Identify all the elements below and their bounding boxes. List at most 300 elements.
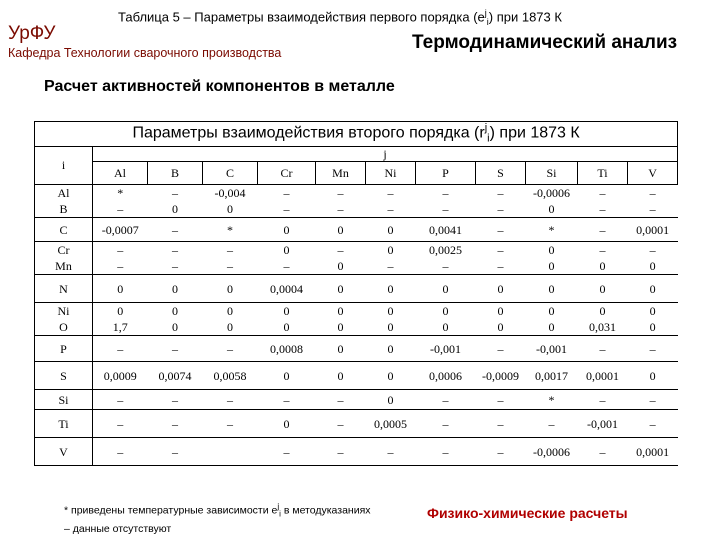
table-cell <box>258 362 316 390</box>
table-cell <box>203 185 258 218</box>
cell-value: 0,0025 <box>429 243 462 257</box>
table-cell <box>578 242 628 275</box>
cell-value: 0 <box>649 259 656 273</box>
table-cell <box>366 275 416 303</box>
cell-value: 0 <box>283 416 290 431</box>
table-cell <box>526 390 578 410</box>
table-cell <box>148 438 203 466</box>
cell-value: – <box>172 259 178 273</box>
row-label: V <box>59 444 68 459</box>
cell-value: 0 <box>172 320 178 334</box>
cell-value: – <box>497 186 504 200</box>
table-row <box>35 336 678 362</box>
cell-value: 0 <box>227 320 233 334</box>
table-cell <box>366 362 416 390</box>
row-label: S <box>60 368 67 383</box>
table-cell <box>258 410 316 438</box>
row-label: Mn <box>55 259 72 273</box>
cell-value: 0 <box>387 304 394 318</box>
cell-value: 0,0001 <box>586 368 619 383</box>
table-cell <box>93 362 148 390</box>
cell-value: 0 <box>387 392 394 407</box>
row-label: N <box>59 281 68 296</box>
cell-value: 0 <box>548 243 555 257</box>
table-cell <box>578 303 628 336</box>
row-header <box>35 185 93 218</box>
table-cell <box>526 303 578 336</box>
table-cell <box>416 185 476 218</box>
table-cell <box>476 362 526 390</box>
table-cell <box>93 303 148 336</box>
cell-value: 0 <box>548 259 555 273</box>
cell-value: – <box>497 243 504 257</box>
table-cell <box>416 390 476 410</box>
row-header <box>35 336 93 362</box>
cell-value: – <box>649 243 656 257</box>
cell-value: 0 <box>442 304 449 318</box>
cell-value: * <box>548 222 555 237</box>
cell-value: 0 <box>387 368 394 383</box>
cell-value: 0,0009 <box>103 368 137 383</box>
table-cell <box>526 242 578 275</box>
table-cell <box>203 275 258 303</box>
table-cell <box>526 185 578 218</box>
table-cell <box>628 275 678 303</box>
cell-value: -0,001 <box>430 341 461 356</box>
cell-value: 0 <box>649 368 656 383</box>
cell-value: 0 <box>548 202 555 216</box>
table-row <box>35 242 678 275</box>
table-cell <box>258 185 316 218</box>
table-cell <box>526 362 578 390</box>
cell-value: – <box>172 222 178 237</box>
cell-value: – <box>283 202 290 216</box>
cell-value: -0,0006 <box>533 444 570 459</box>
table-cell <box>578 185 628 218</box>
i-axis-label: i <box>35 147 93 185</box>
table-cell <box>476 390 526 410</box>
table-cell <box>628 390 678 410</box>
table-cell <box>316 242 366 275</box>
cell-value: 0,031 <box>589 320 616 334</box>
table-row <box>35 390 678 410</box>
cell-value: -0,0009 <box>482 368 519 383</box>
cell-value: – <box>283 186 290 200</box>
table-cell <box>203 362 258 390</box>
table-row <box>35 362 678 390</box>
table-cell <box>93 218 148 242</box>
table-row <box>35 438 678 466</box>
column-header: S <box>476 162 526 185</box>
table-cell <box>316 410 366 438</box>
table-cell <box>258 275 316 303</box>
cell-value: – <box>497 392 504 407</box>
table-cell <box>628 410 678 438</box>
cell-value: 0 <box>497 281 504 296</box>
table-cell <box>476 410 526 438</box>
cell-value: 0 <box>387 222 394 237</box>
row-header <box>35 410 93 438</box>
table-cell <box>628 438 678 466</box>
table-cell <box>258 242 316 275</box>
cell-value: – <box>227 243 233 257</box>
cell-value: – <box>227 259 233 273</box>
cell-value: 0 <box>117 281 124 296</box>
org-name: УрФУ <box>8 23 56 44</box>
table-cell <box>366 410 416 438</box>
cell-value: – <box>283 444 290 459</box>
table-cell <box>148 336 203 362</box>
row-label: Ti <box>58 416 69 431</box>
table-cell <box>476 185 526 218</box>
cell-value: 0,0008 <box>270 341 303 356</box>
cell-value: – <box>117 202 124 216</box>
table-row <box>35 185 678 218</box>
cell-value: 0 <box>283 368 290 383</box>
table-cell <box>148 303 203 336</box>
cell-value: – <box>387 186 394 200</box>
column-header: Cr <box>258 162 316 185</box>
table-cell <box>628 303 678 336</box>
table-cell <box>578 275 628 303</box>
cell-value: – <box>172 341 178 356</box>
row-header <box>35 218 93 242</box>
row-label: O <box>59 320 68 334</box>
cell-value: – <box>497 202 504 216</box>
cell-value: – <box>442 202 449 216</box>
cell-value: – <box>172 416 178 431</box>
table-cell <box>148 362 203 390</box>
table-cell <box>476 218 526 242</box>
cell-value: 0,0017 <box>535 368 568 383</box>
footnote-line-2: – данные отсутствуют <box>64 522 172 535</box>
table-cell <box>416 218 476 242</box>
cell-value: 0,0041 <box>429 222 462 237</box>
table-cell <box>203 390 258 410</box>
cell-value: 0 <box>442 320 449 334</box>
table-cell <box>203 303 258 336</box>
cell-value: 0 <box>649 281 656 296</box>
table-cell <box>578 390 628 410</box>
column-header: Al <box>93 162 148 185</box>
cell-value: 0 <box>283 222 290 237</box>
cell-value: – <box>497 416 504 431</box>
table-cell <box>93 336 148 362</box>
cell-value: 0 <box>387 281 394 296</box>
cell-value: 0,0006 <box>429 368 462 383</box>
cell-value: 0 <box>172 202 178 216</box>
table-cell <box>416 336 476 362</box>
cell-value: 0 <box>548 320 555 334</box>
table-cell <box>526 410 578 438</box>
table-cell <box>578 410 628 438</box>
row-label: Cr <box>57 243 70 257</box>
table-cell <box>476 275 526 303</box>
table-cell <box>203 438 258 466</box>
cell-value: – <box>649 416 656 431</box>
table-cell <box>578 438 628 466</box>
table-row <box>35 410 678 438</box>
cell-value: -0,0007 <box>101 222 139 237</box>
cell-value: 0 <box>387 320 394 334</box>
table-cell <box>93 242 148 275</box>
cell-value: 0 <box>548 304 555 318</box>
table-cell <box>93 438 148 466</box>
table-cell <box>628 242 678 275</box>
table-cell <box>628 185 678 218</box>
slide-heading: Расчет активностей компонентов в металле <box>44 78 395 95</box>
table-row <box>35 303 678 336</box>
column-header: Si <box>526 162 578 185</box>
cell-value: – <box>442 392 449 407</box>
cell-value: 0 <box>337 368 344 383</box>
table-cell <box>148 185 203 218</box>
table-cell <box>316 362 366 390</box>
table-cell <box>628 218 678 242</box>
cell-value: 0 <box>172 304 178 318</box>
section-title: Термодинамический анализ <box>412 32 678 53</box>
cell-value: 0 <box>337 281 344 296</box>
table-cell <box>316 438 366 466</box>
footnote-line-1: * приведены температурные зависимости $e^j_i$ в методуказаниях <box>64 502 371 519</box>
cell-value: 0 <box>497 304 504 318</box>
cell-value: – <box>283 392 290 407</box>
footnote <box>64 500 371 536</box>
column-header: C <box>203 162 258 185</box>
row-header <box>35 242 93 275</box>
cell-value: 0 <box>227 304 233 318</box>
table-cell <box>316 336 366 362</box>
cell-value: 0 <box>599 259 606 273</box>
row-header <box>35 390 93 410</box>
cell-value: – <box>172 243 178 257</box>
table-cell <box>628 336 678 362</box>
table-cell <box>316 390 366 410</box>
table-caption-first-order: Таблица 5 – Параметры взаимодействия первого порядка $(e^j_i)$ при 1873 К <box>118 8 562 27</box>
cell-value: 0 <box>337 259 344 273</box>
cell-value: 0 <box>283 304 290 318</box>
table-cell <box>316 275 366 303</box>
cell-value: 0 <box>172 281 178 296</box>
cell-value: 0 <box>649 320 656 334</box>
cell-value: – <box>117 259 124 273</box>
table-cell <box>476 438 526 466</box>
row-label: Si <box>58 392 69 407</box>
table-cell <box>366 218 416 242</box>
cell-value: – <box>548 416 555 431</box>
cell-value: – <box>117 243 124 257</box>
table-cell <box>148 218 203 242</box>
cell-value: 0 <box>599 281 606 296</box>
cell-value: 0 <box>283 243 290 257</box>
cell-value: – <box>117 392 124 407</box>
cell-value: 0,0058 <box>213 368 247 383</box>
cell-value: 0 <box>337 320 344 334</box>
row-header <box>35 362 93 390</box>
cell-value: 0 <box>649 304 656 318</box>
cell-value: – <box>599 186 606 200</box>
table-cell <box>416 242 476 275</box>
cell-value: – <box>117 444 124 459</box>
table-cell <box>316 303 366 336</box>
cell-value: -0,001 <box>536 341 567 356</box>
cell-value: – <box>649 392 656 407</box>
table-cell <box>366 185 416 218</box>
cell-value: 0 <box>337 222 344 237</box>
cell-value: 0 <box>387 341 394 356</box>
interaction-parameters-table <box>34 121 678 466</box>
cell-value: – <box>227 416 233 431</box>
cell-value: – <box>442 416 449 431</box>
table-cell <box>316 185 366 218</box>
j-axis-label: j <box>93 147 678 162</box>
column-header: V <box>628 162 678 185</box>
cell-value: – <box>442 259 449 273</box>
cell-value: – <box>337 392 344 407</box>
cell-value: 0 <box>497 320 504 334</box>
cell-value: – <box>283 259 290 273</box>
table-cell <box>578 362 628 390</box>
row-header <box>35 438 93 466</box>
cell-value: – <box>337 416 344 431</box>
table-cell <box>366 438 416 466</box>
cell-value: – <box>599 444 606 459</box>
table-cell <box>526 438 578 466</box>
table-cell <box>366 242 416 275</box>
table-cell <box>366 390 416 410</box>
table-cell <box>93 390 148 410</box>
row-label: B <box>59 202 68 216</box>
cell-value: – <box>172 186 178 200</box>
cell-value: 0 <box>283 320 290 334</box>
cell-value: – <box>442 444 449 459</box>
table-cell <box>578 218 628 242</box>
cell-value: – <box>337 444 344 459</box>
cell-value: 0 <box>227 281 233 296</box>
table-cell <box>416 438 476 466</box>
cell-value: – <box>649 341 656 356</box>
column-header: Ni <box>366 162 416 185</box>
table-cell <box>416 275 476 303</box>
column-header: Ti <box>578 162 628 185</box>
table-cell <box>476 303 526 336</box>
table-cell <box>203 410 258 438</box>
row-label: P <box>60 341 67 356</box>
table-cell <box>93 275 148 303</box>
cell-value: * <box>548 392 555 407</box>
cell-value: – <box>649 186 656 200</box>
cell-value: – <box>337 186 344 200</box>
table-cell <box>148 242 203 275</box>
cell-value: – <box>497 444 504 459</box>
topic-label: Физико-химические расчеты <box>427 505 628 521</box>
table-cell <box>148 390 203 410</box>
cell-value: – <box>117 341 124 356</box>
cell-value: 0,0001 <box>636 444 670 459</box>
row-label: Al <box>57 186 70 200</box>
table-cell <box>258 438 316 466</box>
table-cell <box>628 362 678 390</box>
cell-value: – <box>649 202 656 216</box>
cell-value: 0,0004 <box>270 281 303 296</box>
cell-value: – <box>387 202 394 216</box>
cell-value: 1,7 <box>112 320 128 334</box>
table-row <box>35 218 678 242</box>
table-cell <box>258 303 316 336</box>
cell-value: – <box>227 392 233 407</box>
table-cell <box>416 410 476 438</box>
table-row <box>35 275 678 303</box>
cell-value: – <box>497 259 504 273</box>
table-cell <box>526 275 578 303</box>
cell-value: 0 <box>337 304 344 318</box>
table-cell <box>366 336 416 362</box>
table-cell <box>476 336 526 362</box>
cell-value: – <box>599 202 606 216</box>
table-cell <box>316 218 366 242</box>
column-header: B <box>148 162 203 185</box>
cell-value: -0,0006 <box>533 186 570 200</box>
table-cell <box>148 410 203 438</box>
cell-value: – <box>599 341 606 356</box>
cell-value: 0 <box>117 304 124 318</box>
table-caption-second-order: Параметры взаимодействия второго порядка $(r^j_i)$ при 1873 К <box>35 122 678 147</box>
cell-value: – <box>117 416 124 431</box>
row-label: C <box>59 222 68 237</box>
cell-value: 0 <box>227 202 233 216</box>
cell-value: – <box>172 392 178 407</box>
table-cell <box>526 336 578 362</box>
table-cell <box>366 303 416 336</box>
table-cell <box>258 336 316 362</box>
cell-value: -0,001 <box>587 416 618 431</box>
cell-value: – <box>442 186 449 200</box>
cell-value: -0,004 <box>214 186 246 200</box>
cell-value: 0 <box>442 281 449 296</box>
cell-value: 0 <box>599 304 606 318</box>
column-header: P <box>416 162 476 185</box>
table-cell <box>476 242 526 275</box>
cell-value: 0,0005 <box>374 416 407 431</box>
cell-value: – <box>599 222 606 237</box>
table-cell <box>93 410 148 438</box>
table-cell <box>148 275 203 303</box>
table-cell <box>258 218 316 242</box>
row-header <box>35 303 93 336</box>
cell-value: – <box>387 259 394 273</box>
cell-value: – <box>599 243 606 257</box>
cell-value: – <box>387 444 394 459</box>
cell-value: 0 <box>337 341 344 356</box>
cell-value: – <box>337 243 344 257</box>
table-cell <box>416 303 476 336</box>
table-cell <box>93 185 148 218</box>
table-cell <box>203 336 258 362</box>
cell-value: 0,0001 <box>636 222 670 237</box>
table-cell <box>203 218 258 242</box>
column-header: Mn <box>316 162 366 185</box>
cell-value: – <box>599 392 606 407</box>
row-header <box>35 275 93 303</box>
cell-value: – <box>172 444 178 459</box>
cell-value: – <box>337 202 344 216</box>
cell-value: – <box>497 341 504 356</box>
table-cell <box>203 242 258 275</box>
cell-value: – <box>497 222 504 237</box>
row-label: Ni <box>57 304 70 318</box>
cell-value: 0 <box>387 243 394 257</box>
table-cell <box>258 390 316 410</box>
